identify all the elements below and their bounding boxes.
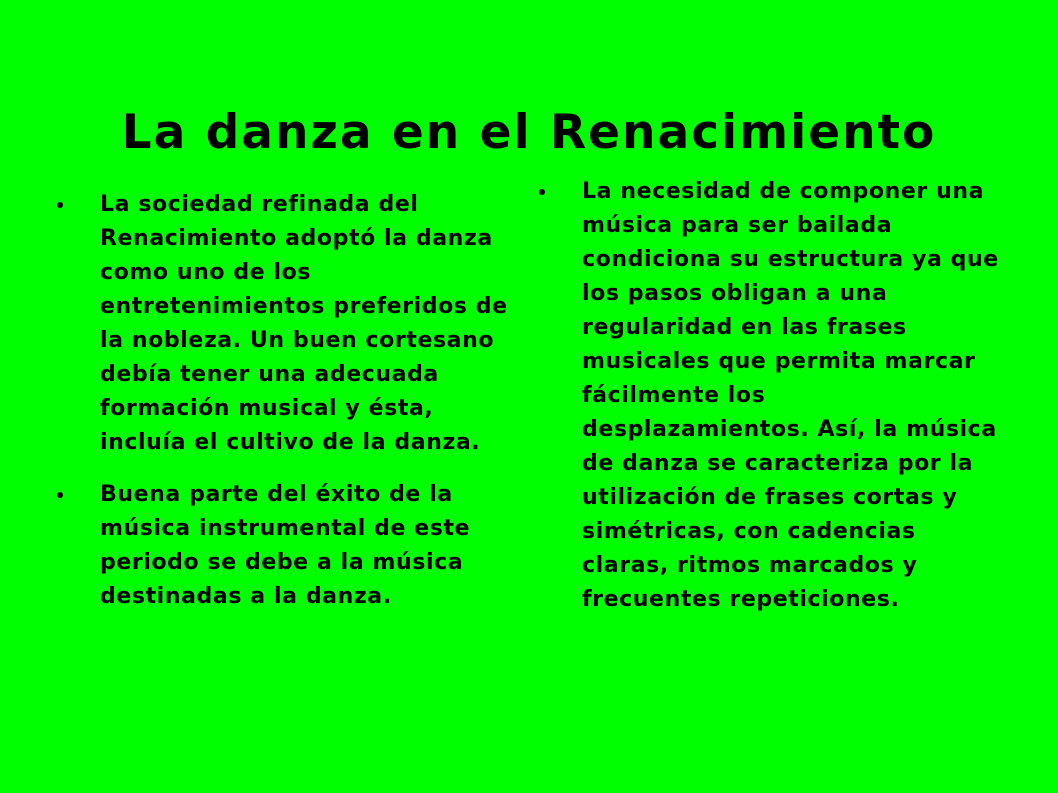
- bullet-icon: [539, 189, 545, 195]
- bullet-item: [56, 188, 526, 460]
- bullet-item: [538, 175, 1000, 617]
- bullet-icon: [57, 492, 63, 498]
- right-bullet-list: [538, 175, 1000, 635]
- left-bullet-list: [56, 188, 526, 632]
- bullet-icon: [57, 202, 63, 208]
- slide-title: La danza en el Renacimiento: [121, 105, 937, 161]
- bullet-text: La sociedad refinada del Renacimiento adoptó la danza como uno de los entretenimientos preferidos de la nobleza. Un buen cortesano debía tener una adecuada formación musical y ésta, incluía el cultivo de la danza.: [100, 192, 508, 455]
- bullet-text: La necesidad de componer una música para ser bailada condiciona su estructura ya que los pasos obligan a una regularidad en las frases musicales que permita marcar fácilmente los desplazamientos. Así, la música de danza se caracteriza por la utilización de frases cortas y simétricas, con cadencias claras, ritmos marcados y frecuentes repeticiones.: [582, 179, 999, 612]
- bullet-item: [56, 478, 526, 614]
- bullet-text: Buena parte del éxito de la música instrumental de este periodo se debe a la música destinadas a la danza.: [100, 482, 471, 609]
